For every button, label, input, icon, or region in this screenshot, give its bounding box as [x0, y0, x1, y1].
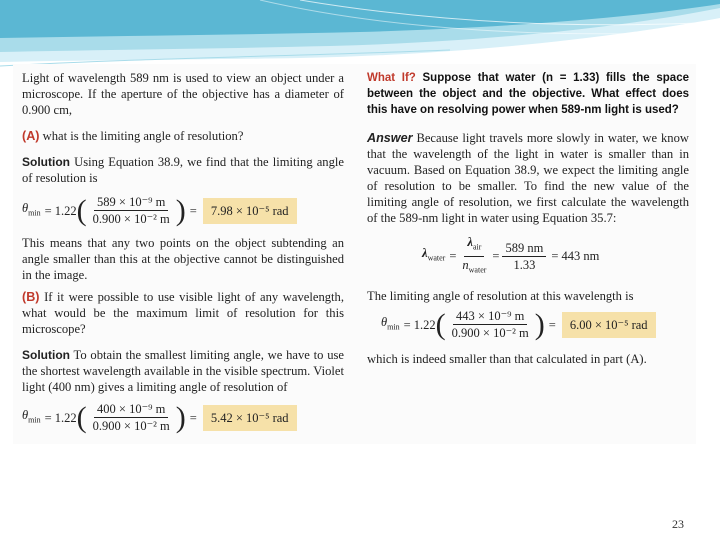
result-highlight-3: 6.00 × 10⁻⁵ rad: [562, 312, 656, 338]
page-number: 23: [672, 517, 684, 531]
answer-label: Answer: [367, 131, 413, 145]
answer-text: Because light travels more slowly in water, we know that the wavelength of the light in water is smaller than in vacuum. Based on Equation 38.9, we expect the limiting angle of resolution to be smaller. To find the new value of the limiting angle of resolution, we first calculate the wavelength of the 589-nm light in water using Equation 35.7:: [367, 131, 689, 225]
part-b: [22, 289, 344, 337]
part-a-text: what is the limiting angle of resolution?: [42, 129, 244, 143]
part-b-label: (B): [22, 290, 40, 304]
decorative-banner: [0, 0, 720, 70]
result-highlight-2: 5.42 × 10⁻⁵ rad: [203, 405, 297, 431]
solution-1: [22, 154, 344, 186]
part-a-label: (A): [22, 129, 40, 143]
solution-2: [22, 347, 344, 395]
solution-label-2: Solution: [22, 348, 70, 362]
part-b-text: If it were possible to use visible light of any wavelength, what would be the maximum limit of resolution for this microscope?: [22, 290, 344, 336]
conclusion-text: which is indeed smaller than that calculated in part (A).: [367, 352, 647, 366]
right-column: [367, 70, 689, 367]
solution-label: Solution: [22, 155, 70, 169]
what-if-text: Suppose that water (n = 1.33) fills the space between the object and the objective. What effect does this have on resolving power when 589-nm light is used?: [367, 72, 689, 116]
result-highlight-1: 7.98 × 10⁻⁵ rad: [203, 198, 297, 224]
equation-2: $\theta_{min}$ = 1.22 ( $\frac{\text{400 × 10⁻⁹ m}}{\text{0.900 × 10⁻² m}}$ ) = 5.42 × 10⁻⁵ rad: [22, 401, 344, 434]
equation-4: $\theta_{min}$ = 1.22 ( $\frac{\text{443 × 10⁻⁹ m}}{\text{0.900 × 10⁻² m}}$ ) = 6.00 × 10⁻⁵ rad: [381, 308, 689, 341]
what-if-label: What If?: [367, 72, 416, 84]
what-if-question: [367, 70, 689, 118]
solution-2-text: To obtain the smallest limiting angle, we have to use the shortest wavelength available in the visible spectrum. Violet light (400 nm) gives a limiting angle of resolution of: [22, 348, 345, 394]
answer: [367, 130, 689, 226]
explanation-text: This means that any two points on the object subtending an angle smaller than this at the objective cannot be distinguished in the image.: [22, 236, 344, 282]
equation-3: $\lambda_{water}$ = $\frac{\lambda_{air}}{n_{water}}$ = $\frac{589 nm}{1.33}$ = 443 nm: [422, 235, 600, 274]
limiting-text: The limiting angle of resolution at this wavelength is: [367, 289, 634, 303]
part-a: [22, 128, 344, 144]
left-column: [22, 70, 344, 434]
solution-1-text: Using Equation 38.9, we find that the limiting angle of resolution is: [22, 155, 344, 185]
intro-text: Light of wavelength 589 nm is used to view an object under a microscope. If the aperture of the objective has a diameter of 0.900 cm,: [22, 71, 344, 117]
equation-1: $\theta_{min}$ = 1.22 ( $\frac{\text{589 × 10⁻⁹ m}}{\text{0.900 × 10⁻² m}}$ ) = 7.98 × 10⁻⁵ rad: [22, 194, 344, 227]
